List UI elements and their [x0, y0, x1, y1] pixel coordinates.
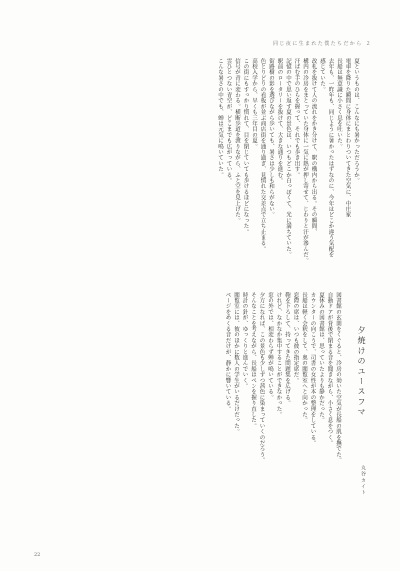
- body-text-bottom: 図書館の玄関をくぐると、冷房の効いた空気が長船の肌を撫でた。 自動ドアが背後で閉まる音を聞きながら、小さく息をつく。 夏休みの図書館は、思っていたよりも静かだった。 カウンターの向こうで、司書の女性が本の整理をしている。 長船は軽く会釈をして、奥の閲覧室へと向かった。 窓際の席は、いつも彼の指定席だ。 鞄を下ろして、持ってきた問題集を広げる。 けれど、なかなか集中することができなかった。 窓の外では、相変わらず蝉が鳴いている。 夕方になれば、この景色も少しずつ茜色に染まっていくのだろう。 そんなことを考えながら、長船はペンを握り直した。 時計の針が、ゆっくりと進んでいく。 閲覧室には、彼のほかに数人の学生がいるだけだった。 ページをめくる音だけが、静かに響いている。: [224, 292, 341, 463]
- author-name: 丸谷カイト: [360, 465, 366, 496]
- story-title: 夕焼けのユースフマ: [357, 326, 366, 418]
- page-number: 22: [34, 552, 41, 558]
- body-text-top: 夏というものは、こんなにも暑かっただろうか。 電車を降りた瞬間に身体にまとわりついてきた空気に、中庄家 長船は無意識に小さく息を吐いた。 去年も、一昨年も、同じように暑かったはずなのに、今年はどこか違う気配を 感じていた。 改札を抜けて人の流れをかき分けて、駅の構内から出る。その瞬間、 構内の冷房をまとっていた身体に一気に熱が押し寄せて、じわりと汗が滲んだ。 汗ばむ手のひらを握って、それでも歩き出す。 記憶の中で思い返す夏の景色は、いつもどこか白っぽくて、光に満ちていた。 駅前のロータリーを抜けて、大きな通りを進む。 街路樹の影を選びながら歩いても、暑さは少しも和らがない。 色とりどりの看板が並ぶ商店街を通り過ぎ、見慣れた交差点で立ち止まる。 高校入学から、早くも三年目の夏。 この街にもすっかり慣れて、目を閉じていても歩けるほどになった。 信号が青に変わる。横断歩道を渡りながら、ふと空を見上げた。 雲ひとつない青空が、どこまでも広がっている。 こんな暑さの中でも、蝉は元気に鳴いていた。: [217, 58, 359, 264]
- running-header: 同じ夜に生まれた僕たちだから ２: [273, 41, 372, 47]
